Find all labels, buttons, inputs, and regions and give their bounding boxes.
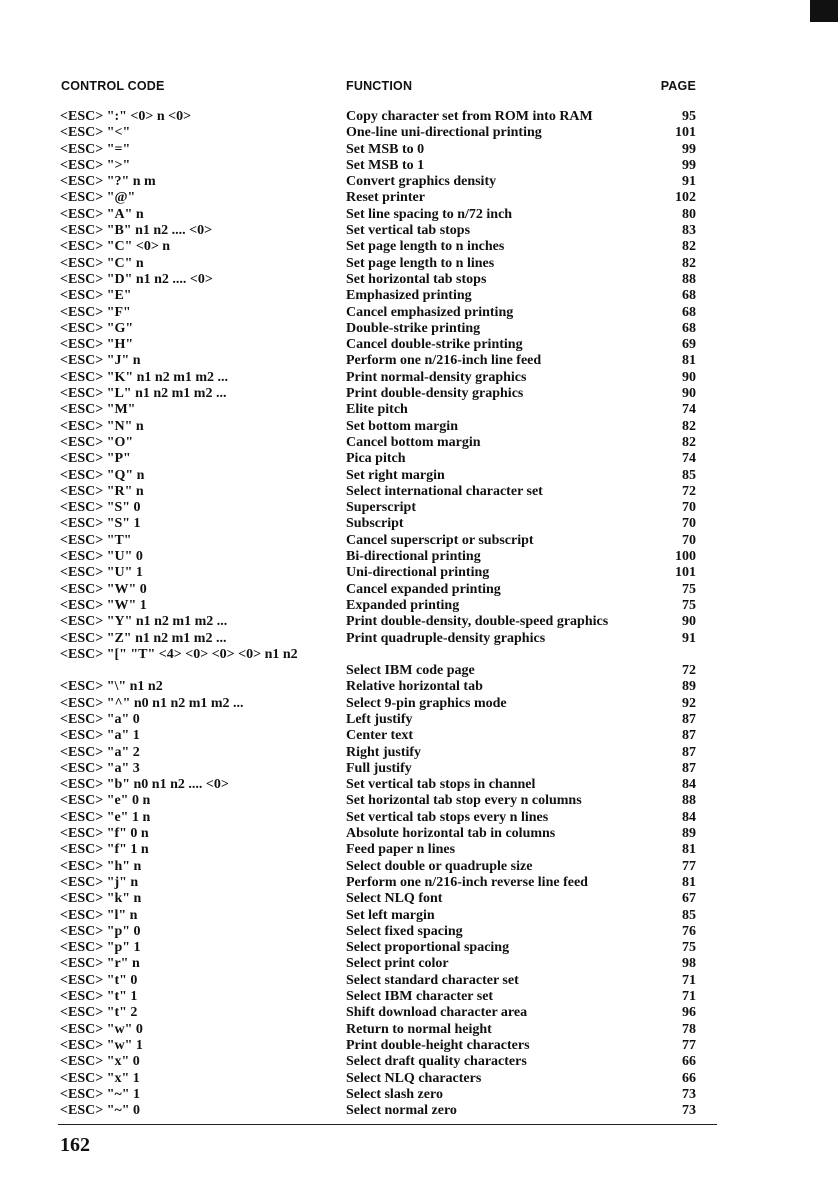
table-row (0, 956, 838, 972)
table-row (0, 484, 838, 500)
control-code: <ESC> "j" n (60, 874, 139, 890)
table-row (0, 239, 838, 255)
function-text: Select 9-pin graphics mode (346, 695, 507, 711)
function-text: Cancel expanded printing (346, 581, 501, 597)
table-row (0, 582, 838, 598)
page-ref: 75 (682, 940, 696, 956)
control-code: <ESC> "r" n (60, 956, 140, 972)
page-ref: 87 (682, 744, 696, 760)
table-row (0, 940, 838, 956)
table-row (0, 468, 838, 484)
control-code: <ESC> "\" n1 n2 (60, 679, 163, 695)
function-text: Print double-density, double-speed graphics (346, 614, 609, 630)
table-row (0, 663, 838, 679)
function-text: Emphasized printing (346, 288, 472, 304)
table-row (0, 402, 838, 418)
page-ref: 82 (682, 418, 696, 434)
control-code: <ESC> ":" <0> n <0> (60, 109, 192, 124)
table-row (0, 109, 838, 125)
table-row (0, 190, 838, 206)
function-text: Uni-directional printing (346, 565, 490, 581)
control-code: <ESC> "?" n m (60, 174, 156, 190)
control-code: <ESC> "p" 0 (60, 923, 141, 939)
page-ref: 76 (682, 923, 696, 939)
control-code: <ESC> "W" 0 (60, 581, 147, 597)
control-code: <ESC> "S" 1 (60, 516, 141, 532)
function-text: Set horizontal tab stop every n columns (346, 793, 582, 809)
page-ref: 83 (682, 223, 696, 239)
table-row (0, 793, 838, 809)
table-row (0, 288, 838, 304)
header-control-code: CONTROL CODE (61, 79, 165, 93)
table-row (0, 989, 838, 1005)
function-text: Right justify (346, 744, 422, 760)
page-ref: 66 (682, 1070, 696, 1086)
function-text: Superscript (346, 500, 416, 516)
page-ref: 101 (675, 125, 696, 141)
page-ref: 73 (682, 1103, 696, 1119)
page-ref: 75 (682, 597, 696, 613)
function-text: Select draft quality characters (346, 1054, 527, 1070)
table-row (0, 125, 838, 141)
page-ref: 89 (682, 679, 696, 695)
control-code: <ESC> "a" 3 (60, 760, 140, 776)
table-row (0, 859, 838, 875)
header-function: FUNCTION (346, 79, 413, 93)
table-row (0, 647, 838, 663)
page-ref: 81 (682, 874, 696, 890)
function-text: Set page length to n lines (346, 255, 495, 271)
table-row (0, 891, 838, 907)
control-code: <ESC> "l" n (60, 907, 138, 923)
control-code: <ESC> "F" (60, 304, 131, 320)
function-text: Copy character set from ROM into RAM (346, 109, 593, 124)
table-row (0, 321, 838, 337)
page-ref: 68 (682, 304, 696, 320)
function-text: Select NLQ font (346, 891, 443, 907)
page-ref: 102 (675, 190, 696, 206)
table-row (0, 142, 838, 158)
table-row (0, 305, 838, 321)
table-row (0, 761, 838, 777)
control-code: <ESC> "h" n (60, 858, 142, 874)
control-code: <ESC> "k" n (60, 891, 142, 907)
control-code: <ESC> "x" 0 (60, 1054, 140, 1070)
page-ref: 87 (682, 728, 696, 744)
page-ref: 82 (682, 434, 696, 450)
control-code: <ESC> "H" (60, 337, 134, 353)
table-row (0, 598, 838, 614)
page-ref: 90 (682, 614, 696, 630)
function-text: Print double-density graphics (346, 386, 524, 402)
control-code: <ESC> "a" 2 (60, 744, 140, 760)
table-row (0, 712, 838, 728)
page-ref: 87 (682, 711, 696, 727)
table-row (0, 1005, 838, 1021)
page-ref: 72 (682, 663, 696, 679)
control-code: <ESC> "e" 0 n (60, 793, 151, 809)
control-code: <ESC> "f" 1 n (60, 842, 149, 858)
control-code: <ESC> "~" 1 (60, 1086, 141, 1102)
function-text: Left justify (346, 711, 413, 727)
control-code: <ESC> "O" (60, 434, 134, 450)
table-row (0, 973, 838, 989)
function-text: Set line spacing to n/72 inch (346, 206, 513, 222)
control-code: <ESC> "U" 0 (60, 549, 143, 565)
table-row (0, 1054, 838, 1070)
table-row (0, 1038, 838, 1054)
page-ref: 99 (682, 157, 696, 173)
function-text: Select proportional spacing (346, 940, 510, 956)
page-ref: 73 (682, 1086, 696, 1102)
page-ref: 85 (682, 467, 696, 483)
function-text: Bi-directional printing (346, 549, 481, 565)
control-code: <ESC> "A" n (60, 206, 144, 222)
page-ref: 88 (682, 793, 696, 809)
table-row (0, 500, 838, 516)
function-text: Select standard character set (346, 972, 519, 988)
control-code: <ESC> "t" 1 (60, 989, 138, 1005)
table-row (0, 875, 838, 891)
page-ref: 78 (682, 1021, 696, 1037)
table-row (0, 370, 838, 386)
page-ref: 100 (675, 549, 696, 565)
page-ref: 84 (682, 809, 696, 825)
function-text: Perform one n/216-inch reverse line feed (346, 874, 588, 890)
control-code: <ESC> "a" 1 (60, 728, 140, 744)
function-text: Absolute horizontal tab in columns (346, 826, 556, 842)
page-ref: 82 (682, 239, 696, 255)
function-text: Select normal zero (346, 1103, 457, 1119)
page-ref: 70 (682, 532, 696, 548)
function-text: Set MSB to 0 (346, 141, 425, 157)
table-row (0, 1087, 838, 1103)
page-ref: 99 (682, 141, 696, 157)
table-row (0, 1071, 838, 1087)
control-code: <ESC> "~" 0 (60, 1103, 141, 1119)
table-row (0, 614, 838, 630)
table-row (0, 696, 838, 712)
control-code: <ESC> "N" n (60, 418, 144, 434)
function-text: Cancel bottom margin (346, 434, 481, 450)
table-row (0, 745, 838, 761)
control-code: <ESC> "W" 1 (60, 597, 147, 613)
page-ref: 101 (675, 565, 696, 581)
page-ref: 75 (682, 581, 696, 597)
page-number: 162 (60, 1134, 90, 1156)
table-row (0, 223, 838, 239)
control-code: <ESC> "E" (60, 288, 132, 304)
table-row (0, 679, 838, 695)
function-text: Print quadruple-density graphics (346, 630, 546, 646)
function-text: Select slash zero (346, 1086, 443, 1102)
function-text: Select double or quadruple size (346, 858, 533, 874)
page-ref: 90 (682, 369, 696, 385)
page-ref: 77 (682, 858, 696, 874)
control-code: <ESC> "@" (60, 190, 136, 206)
control-code: <ESC> "G" (60, 320, 134, 336)
control-code: <ESC> "w" 1 (60, 1037, 143, 1053)
page-ref: 68 (682, 288, 696, 304)
table-row (0, 158, 838, 174)
control-code: <ESC> "M" (60, 402, 136, 418)
page-ref: 68 (682, 320, 696, 336)
function-text: Select IBM code page (346, 663, 475, 679)
page-ref: 96 (682, 1005, 696, 1021)
table-row (0, 435, 838, 451)
control-code: <ESC> "U" 1 (60, 565, 143, 581)
control-code: <ESC> "=" (60, 141, 131, 157)
page-ref: 71 (682, 989, 696, 1005)
control-code: <ESC> "B" n1 n2 .... <0> (60, 223, 213, 239)
table-row (0, 777, 838, 793)
function-text: Return to normal height (346, 1021, 492, 1037)
page-ref: 84 (682, 777, 696, 793)
control-code: <ESC> "p" 1 (60, 940, 141, 956)
table-row (0, 826, 838, 842)
page-ref: 81 (682, 842, 696, 858)
function-text: Relative horizontal tab (346, 679, 483, 695)
function-text: Set right margin (346, 467, 445, 483)
control-code: <ESC> "J" n (60, 353, 141, 369)
table-row (0, 516, 838, 532)
page-ref: 91 (682, 630, 696, 646)
page-ref: 70 (682, 516, 696, 532)
function-text: Subscript (346, 516, 404, 532)
control-code: <ESC> "L" n1 n2 m1 m2 ... (60, 386, 227, 402)
table-row (0, 174, 838, 190)
control-code: <ESC> "f" 0 n (60, 826, 149, 842)
control-code: <ESC> "D" n1 n2 .... <0> (60, 271, 213, 287)
function-text: Select international character set (346, 483, 543, 499)
function-text: Cancel emphasized printing (346, 304, 514, 320)
function-text: Print double-height characters (346, 1037, 530, 1053)
table-row (0, 533, 838, 549)
control-code: <ESC> "^" n0 n1 n2 m1 m2 ... (60, 695, 244, 711)
table-row (0, 549, 838, 565)
control-code: <ESC> "Y" n1 n2 m1 m2 ... (60, 614, 228, 630)
control-code: <ESC> "P" (60, 451, 131, 467)
control-code: <ESC> "t" 2 (60, 1005, 138, 1021)
page-ref: 74 (682, 451, 696, 467)
function-text: Full justify (346, 760, 412, 776)
table-row (0, 631, 838, 647)
footer-rule (58, 1124, 717, 1125)
function-text: Select fixed spacing (346, 923, 463, 939)
function-text: Pica pitch (346, 451, 406, 467)
page-ref: 85 (682, 907, 696, 923)
control-code: <ESC> "t" 0 (60, 972, 138, 988)
control-code: <ESC> "C" n (60, 255, 144, 271)
page-ref: 91 (682, 174, 696, 190)
page-ref: 81 (682, 353, 696, 369)
page-ref: 66 (682, 1054, 696, 1070)
function-text: Select NLQ characters (346, 1070, 482, 1086)
table-row (0, 256, 838, 272)
function-text: Reset printer (346, 190, 425, 206)
control-code: <ESC> "b" n0 n1 n2 .... <0> (60, 777, 229, 793)
table-row (0, 1103, 838, 1119)
page-corner-mark (810, 0, 838, 22)
function-text: Set left margin (346, 907, 435, 923)
function-text: Feed paper n lines (346, 842, 456, 858)
function-text: Cancel superscript or subscript (346, 532, 534, 548)
page-ref: 80 (682, 206, 696, 222)
control-code: <ESC> "x" 1 (60, 1070, 140, 1086)
table-row (0, 728, 838, 744)
control-code: <ESC> "S" 0 (60, 500, 141, 516)
function-text: Expanded printing (346, 597, 460, 613)
table-row (0, 565, 838, 581)
table-row (0, 419, 838, 435)
function-text: Set vertical tab stops in channel (346, 777, 536, 793)
control-code: <ESC> "[" "T" <4> <0> <0> <0> n1 n2 (60, 646, 298, 662)
table-row (0, 451, 838, 467)
control-code: <ESC> "C" <0> n (60, 239, 171, 255)
function-text: Convert graphics density (346, 174, 497, 190)
table-row (0, 842, 838, 858)
table-row (0, 353, 838, 369)
page-ref: 69 (682, 337, 696, 353)
function-text: Center text (346, 728, 413, 744)
page-ref: 90 (682, 386, 696, 402)
table-row (0, 272, 838, 288)
table-row (0, 207, 838, 223)
page-ref: 70 (682, 500, 696, 516)
table-row (0, 1022, 838, 1038)
table-row (0, 337, 838, 353)
table-row (0, 924, 838, 940)
page-ref: 82 (682, 255, 696, 271)
page-ref: 88 (682, 271, 696, 287)
page-ref: 95 (682, 109, 696, 124)
page-ref: 67 (682, 891, 696, 907)
function-text: Perform one n/216-inch line feed (346, 353, 542, 369)
function-text: Shift download character area (346, 1005, 528, 1021)
function-text: Select print color (346, 956, 449, 972)
page-ref: 72 (682, 483, 696, 499)
control-code: <ESC> "e" 1 n (60, 809, 151, 825)
control-code: <ESC> "<" (60, 125, 131, 141)
page-ref: 92 (682, 695, 696, 711)
function-text: Set vertical tab stops every n lines (346, 809, 549, 825)
page-ref: 98 (682, 956, 696, 972)
function-text: Set page length to n inches (346, 239, 505, 255)
page-ref: 87 (682, 760, 696, 776)
table-row (0, 386, 838, 402)
function-text: Set vertical tab stops (346, 223, 471, 239)
page-ref: 89 (682, 826, 696, 842)
page-ref: 74 (682, 402, 696, 418)
function-text: Elite pitch (346, 402, 408, 418)
table-row (0, 810, 838, 826)
function-text: Set horizontal tab stops (346, 271, 487, 287)
function-text: One-line uni-directional printing (346, 125, 542, 141)
control-code: <ESC> "a" 0 (60, 711, 140, 727)
function-text: Print normal-density graphics (346, 369, 527, 385)
control-code: <ESC> "Q" n (60, 467, 145, 483)
function-text: Set MSB to 1 (346, 157, 425, 173)
control-code: <ESC> "Z" n1 n2 m1 m2 ... (60, 630, 227, 646)
control-code: <ESC> "w" 0 (60, 1021, 143, 1037)
page-ref: 71 (682, 972, 696, 988)
function-text: Double-strike printing (346, 320, 481, 336)
function-text: Select IBM character set (346, 989, 494, 1005)
header-page: PAGE (660, 79, 696, 93)
page-ref: 77 (682, 1037, 696, 1053)
function-text: Set bottom margin (346, 418, 458, 434)
control-code: <ESC> "T" (60, 532, 132, 548)
control-code: <ESC> "R" n (60, 483, 144, 499)
control-code: <ESC> ">" (60, 157, 131, 173)
function-text: Cancel double-strike printing (346, 337, 523, 353)
table-row (0, 908, 838, 924)
command-table (0, 109, 838, 1119)
control-code: <ESC> "K" n1 n2 m1 m2 ... (60, 369, 229, 385)
